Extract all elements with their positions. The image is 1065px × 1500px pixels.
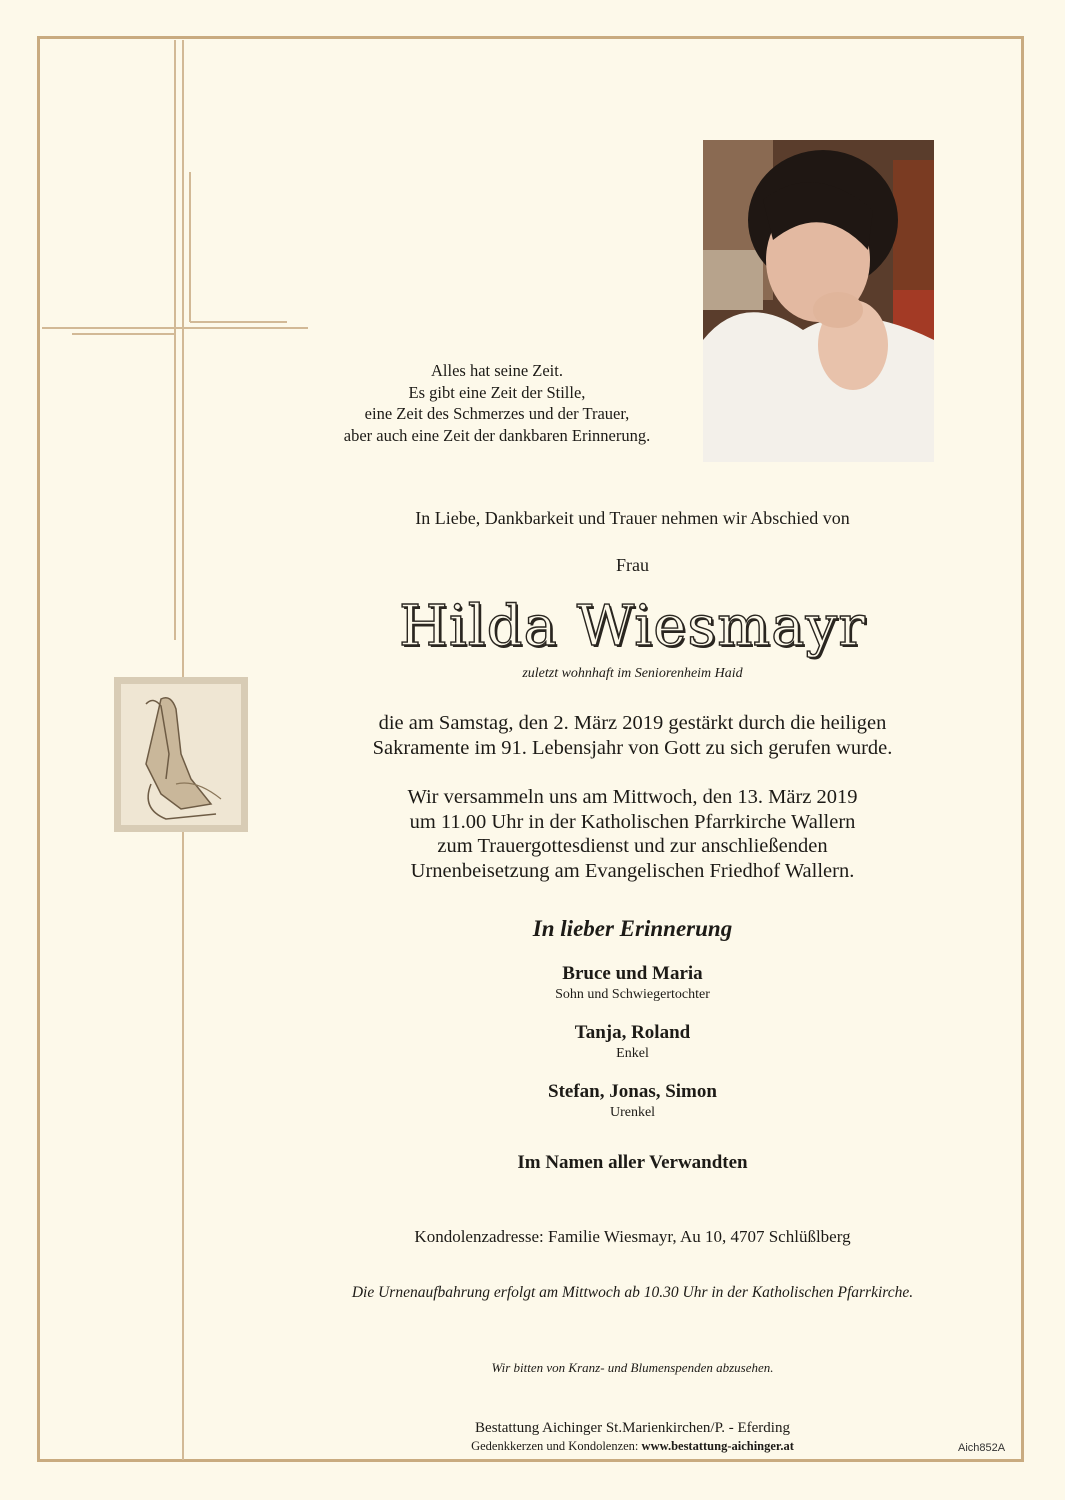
deceased-name: Hilda Wiesmayr <box>399 594 866 659</box>
death-line: die am Samstag, den 2. März 2019 gestärkt durch die heiligen <box>378 712 887 734</box>
service-line: Wir versammeln uns am Mittwoch, den 13. März 2019 <box>407 786 858 808</box>
salutation: Frau <box>616 555 649 575</box>
mourner-names: Bruce und Maria <box>562 963 703 984</box>
template-code: Aich852A <box>958 1442 1006 1454</box>
quote-line: Alles hat seine Zeit. <box>431 361 563 380</box>
portrait-illustration <box>703 140 934 462</box>
cross-horizontal-mid <box>42 327 308 329</box>
funeral-home: Bestattung Aichinger St.Marienkirchen/P. - Eferding <box>475 1420 790 1436</box>
farewell-intro: In Liebe, Dankbarkeit und Trauer nehmen wir Abschied von <box>415 508 850 528</box>
cross-vertical-right <box>189 172 191 322</box>
cross-vertical-left <box>174 40 176 640</box>
quote-block <box>290 360 704 446</box>
praying-hands-image <box>114 677 248 832</box>
service-line: Urnenbeisetzung am Evangelischen Friedhof Wallern. <box>410 859 855 882</box>
residence-note: zuletzt wohnhaft im Seniorenheim Haid <box>522 666 743 681</box>
condolence-address: Kondolenzadresse: Familie Wiesmayr, Au 10, 4707 Schlüßlberg <box>414 1227 851 1246</box>
death-line: Sakramente im 91. Lebensjahr von Gott zu sich gerufen wurde. <box>372 736 893 759</box>
quote-line: aber auch eine Zeit der dankbaren Erinnerung. <box>343 425 651 445</box>
mourner-relation: Enkel <box>616 1046 649 1061</box>
service-line: um 11.00 Uhr in der Katholischen Pfarrkirche Wallern <box>409 810 856 833</box>
wreath-note: Wir bitten von Kranz- und Blumenspenden abzusehen. <box>491 1360 774 1375</box>
mourner-names: Stefan, Jonas, Simon <box>548 1081 717 1102</box>
portrait-photo <box>703 140 934 462</box>
website-link[interactable]: www.bestattung-aichinger.at <box>641 1439 794 1453</box>
mourner-relation: Urenkel <box>609 1105 656 1120</box>
death-announcement <box>300 711 965 760</box>
mourner-names: Tanja, Roland <box>574 1022 691 1043</box>
quote-line: Es gibt eine Zeit der Stille, <box>408 382 586 402</box>
service-announcement <box>300 785 965 883</box>
urn-viewing-note: Die Urnenaufbahrung erfolgt am Mittwoch ab 10.30 Uhr in der Katholischen Pfarrkirche. <box>351 1284 914 1301</box>
service-line: zum Trauergottesdienst und zur anschließenden <box>437 835 828 857</box>
cross-horizontal-top <box>190 321 287 323</box>
funeral-home-contact <box>300 1439 965 1454</box>
candles-label: Gedenkkerzen und Kondolenzen: <box>471 1439 639 1453</box>
quote-line: eine Zeit des Schmerzes und der Trauer, <box>364 404 630 423</box>
mourner-relation: Sohn und Schwiegertochter <box>555 987 710 1002</box>
all-relatives-signature: Im Namen aller Verwandten <box>517 1152 748 1173</box>
mourners-heading: In lieber Erinnerung <box>532 916 733 941</box>
praying-hands-icon <box>121 684 241 825</box>
cross-horizontal-low <box>72 333 176 335</box>
